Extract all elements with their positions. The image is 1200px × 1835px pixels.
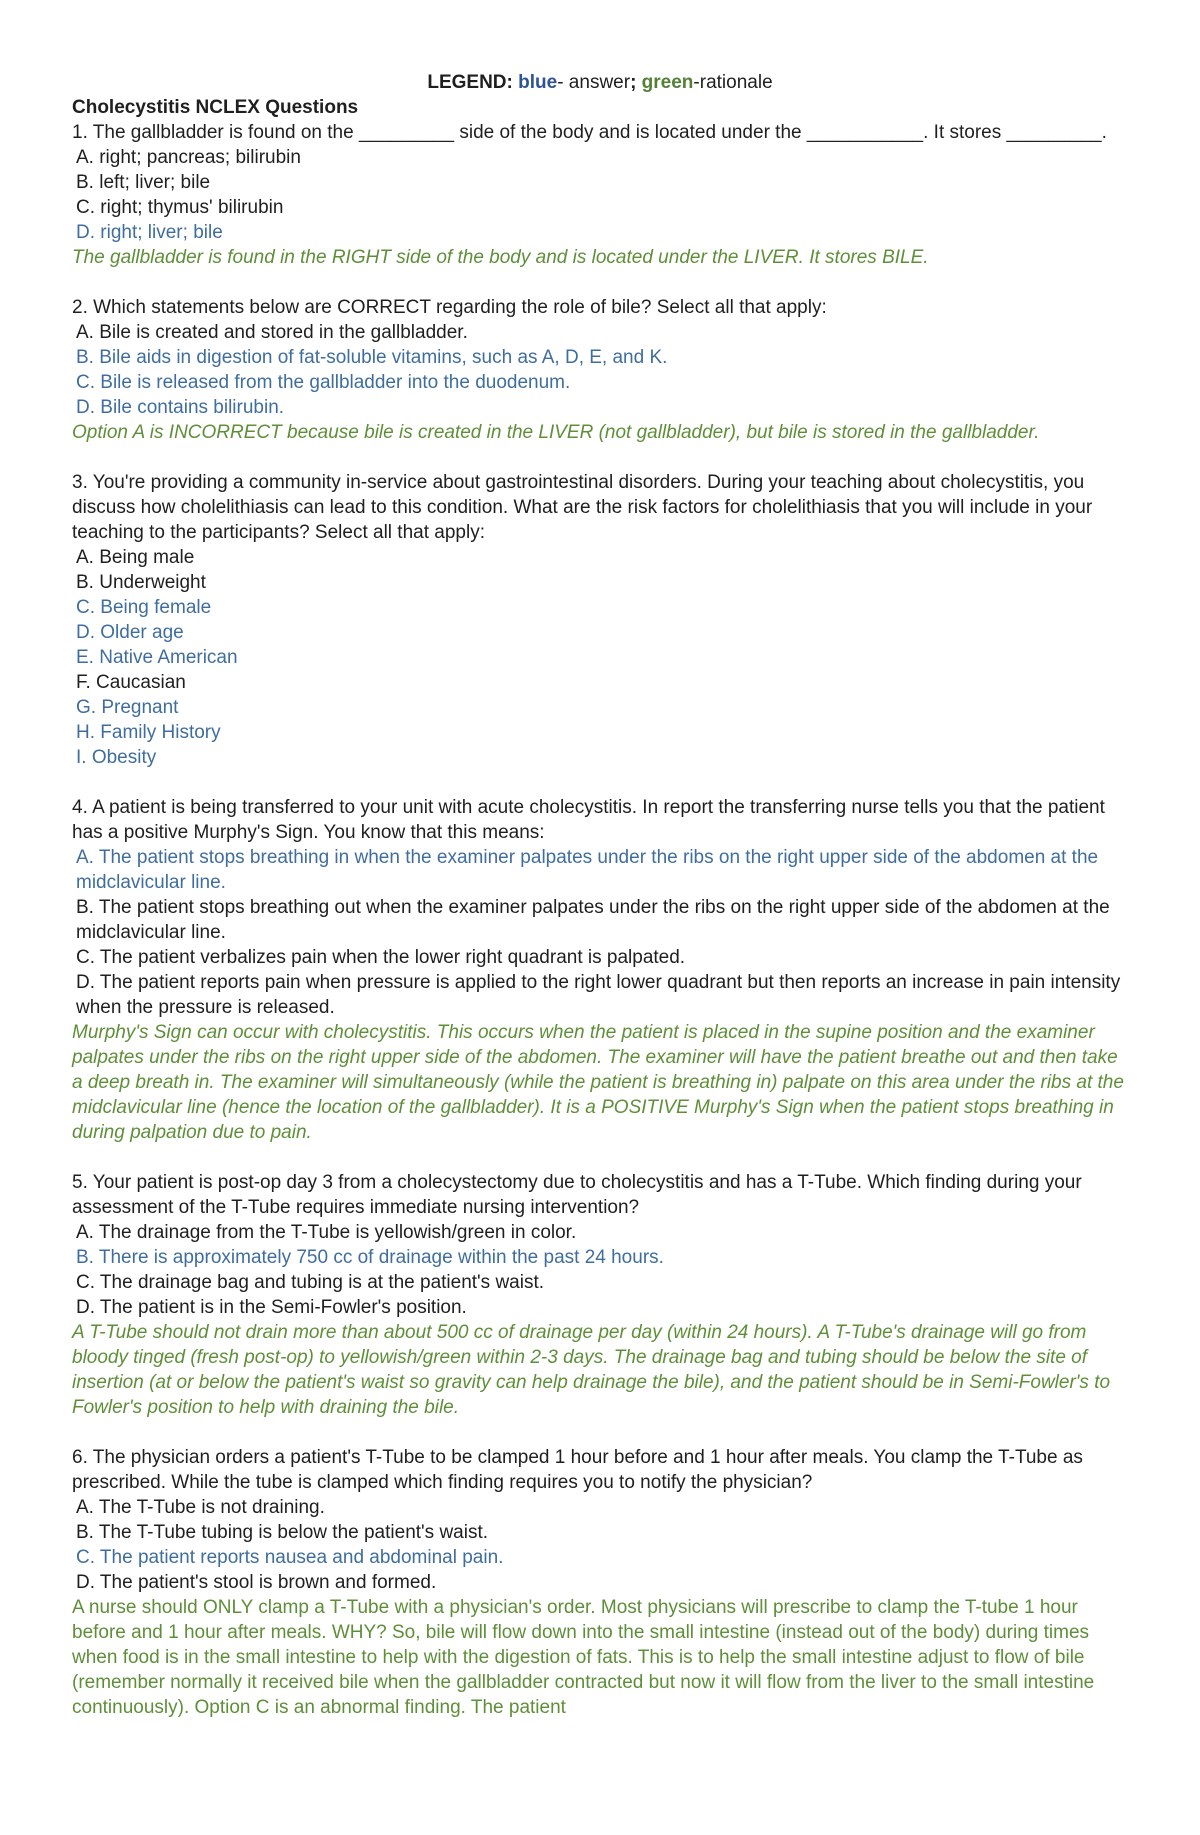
- option-b: B. The patient stops breathing out when the examiner palpates under the ribs on the right upper side of the abdomen at the midclavicular line.: [76, 897, 1110, 943]
- option-a: A. The drainage from the T-Tube is yellowish/green in color.: [76, 1222, 577, 1243]
- question-3: [72, 470, 1128, 770]
- legend-green-word: green: [641, 72, 694, 93]
- rationale: Option A is INCORRECT because bile is created in the LIVER (not gallbladder), but bile is stored in the gallbladder.: [72, 422, 1040, 443]
- legend-blue-desc: - answer: [557, 72, 631, 93]
- option-c: C. right; thymus' bilirubin: [76, 197, 284, 218]
- option-d-answer: D. Older age: [76, 622, 184, 643]
- question-stem: 2. Which statements below are CORRECT regarding the role of bile? Select all that apply:: [72, 297, 827, 318]
- question-6: [72, 1445, 1128, 1720]
- question-stem: 4. A patient is being transferred to your unit with acute cholecystitis. In report the transferring nurse tells you that the patient has a positive Murphy's Sign. You know that this means:: [72, 797, 1105, 843]
- rationale: A T-Tube should not drain more than about 500 cc of drainage per day (within 24 hours). A T-Tube's drainage will go from bloody tinged (fresh post-op) to yellowish/green within 2-3 days. The drainage bag and tubing should be below the site of insertion (at or below the patient's waist so gravity can help drainage the bile), and the patient should be in Semi-Fowler's to Fowler's position to help with draining the bile.: [72, 1322, 1111, 1418]
- option-f: F. Caucasian: [76, 672, 186, 693]
- option-b-answer: B. Bile aids in digestion of fat-soluble vitamins, such as A, D, E, and K.: [76, 347, 668, 368]
- option-b: B. Underweight: [76, 572, 206, 593]
- option-i-answer: I. Obesity: [76, 747, 157, 768]
- option-d: D. The patient's stool is brown and formed.: [76, 1572, 437, 1593]
- question-4: [72, 795, 1128, 1145]
- legend-blue-word: blue: [518, 72, 558, 93]
- option-d-answer: D. right; liver; bile: [76, 222, 223, 243]
- rationale: Murphy's Sign can occur with cholecystitis. This occurs when the patient is placed in the supine position and the examiner palpates under the ribs on the right upper side of the abdomen. The examiner will have the patient breathe out and then take a deep breath in. The examiner will simultaneously (while the patient is breathing in) palpate on this area under the ribs at the midclavicular line (hence the location of the gallbladder). It is a POSITIVE Murphy's Sign when the patient stops breathing in during palpation due to pain.: [72, 1022, 1124, 1143]
- option-a-answer: A. The patient stops breathing in when the examiner palpates under the ribs on the right upper side of the abdomen at the midclavicular line.: [76, 847, 1099, 893]
- question-stem: 3. You're providing a community in-service about gastrointestinal disorders. During your teaching about cholecystitis, you discuss how cholelithiasis can lead to this condition. What are the risk factors for cholelithiasis that you will include in your teaching to the participants? Select all that apply:: [72, 472, 1093, 543]
- legend-label: LEGEND:: [427, 72, 513, 93]
- option-c: C. The drainage bag and tubing is at the patient's waist.: [76, 1272, 545, 1293]
- legend: [72, 70, 1128, 95]
- option-d: D. The patient is in the Semi-Fowler's position.: [76, 1297, 467, 1318]
- question-1: [72, 120, 1128, 270]
- legend-separator: ;: [630, 72, 637, 93]
- rationale: A nurse should ONLY clamp a T-Tube with a physician's order. Most physicians will prescribe to clamp the T-tube 1 hour before and 1 hour after meals. WHY? So, bile will flow down into the small intestine (instead out of the body) during times when food is in the small intestine to help with the digestion of fats. This is to help the small intestine adjust to flow of bile (remember normally it received bile when the gallbladder contracted but now it will flow from the liver to the small intestine continuously). Option C is an abnormal finding. The patient: [72, 1597, 1095, 1718]
- option-c-answer: C. The patient reports nausea and abdominal pain.: [76, 1547, 504, 1568]
- option-a: A. Bile is created and stored in the gallbladder.: [76, 322, 468, 343]
- rationale: The gallbladder is found in the RIGHT side of the body and is located under the LIVER. It stores BILE.: [72, 247, 929, 268]
- option-c: C. The patient verbalizes pain when the lower right quadrant is palpated.: [76, 947, 686, 968]
- option-g-answer: G. Pregnant: [76, 697, 179, 718]
- option-d-answer: D. Bile contains bilirubin.: [76, 397, 285, 418]
- option-e-answer: E. Native American: [76, 647, 238, 668]
- option-c-answer: C. Being female: [76, 597, 212, 618]
- legend-green-desc: -rationale: [693, 72, 773, 93]
- question-stem: 5. Your patient is post-op day 3 from a cholecystectomy due to cholecystitis and has a T-Tube. Which finding during your assessment of the T-Tube requires immediate nursing intervention?: [72, 1172, 1082, 1218]
- question-stem: 6. The physician orders a patient's T-Tube to be clamped 1 hour before and 1 hour after meals. You clamp the T-Tube as prescribed. While the tube is clamped which finding requires you to notify the physician?: [72, 1447, 1083, 1493]
- option-h-answer: H. Family History: [76, 722, 221, 743]
- option-a: A. The T-Tube is not draining.: [76, 1497, 325, 1518]
- question-2: [72, 295, 1128, 445]
- option-b: B. left; liver; bile: [76, 172, 211, 193]
- option-a: A. Being male: [76, 547, 195, 568]
- page-title: Cholecystitis NCLEX Questions: [72, 97, 359, 118]
- option-c-answer: C. Bile is released from the gallbladder into the duodenum.: [76, 372, 571, 393]
- option-a: A. right; pancreas; bilirubin: [76, 147, 301, 168]
- option-b: B. The T-Tube tubing is below the patient's waist.: [76, 1522, 489, 1543]
- question-stem: 1. The gallbladder is found on the _________ side of the body and is located under the ___________. It stores _________.: [72, 122, 1107, 143]
- option-d: D. The patient reports pain when pressure is applied to the right lower quadrant but then reports an increase in pain intensity when the pressure is released.: [76, 972, 1121, 1018]
- question-5: [72, 1170, 1128, 1420]
- option-b-answer: B. There is approximately 750 cc of drainage within the past 24 hours.: [76, 1247, 664, 1268]
